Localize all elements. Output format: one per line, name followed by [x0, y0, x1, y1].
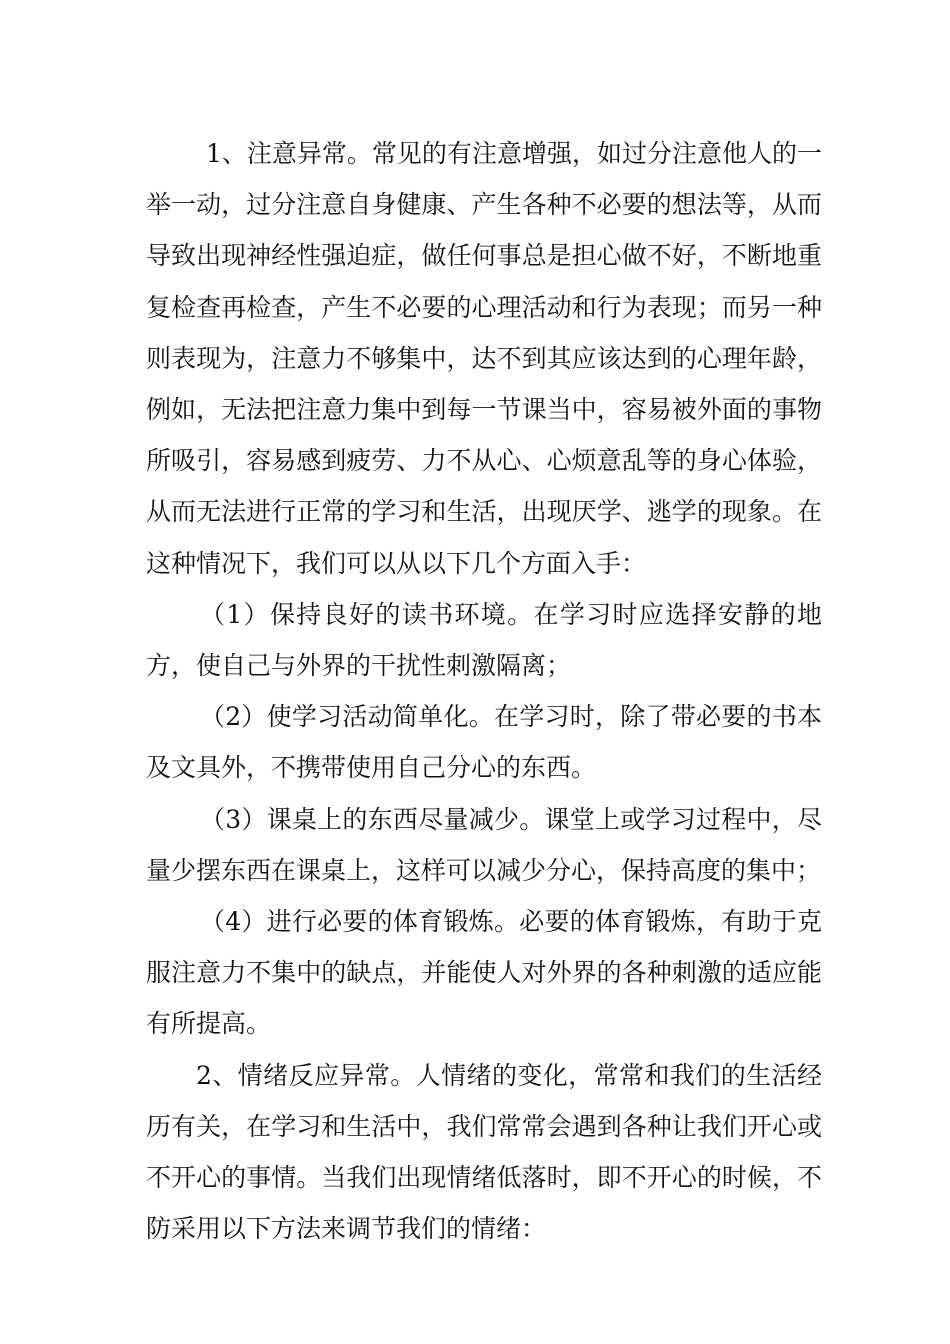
- paragraph-item-4: （4）进行必要的体育锻炼。必要的体育锻炼，有助于克服注意力不集中的缺点，并能使人对外界的各种刺激的适应能有所提高。: [146, 907, 822, 1039]
- document-body: [146, 128, 822, 1254]
- paragraph-item-2: （2）使学习活动简单化。在学习时，除了带必要的书本及文具外，不携带使用自己分心的东西。: [146, 702, 822, 783]
- paragraph-emotion-abnormality: 2、情绪反应异常。人情绪的变化，常常和我们的生活经历有关，在学习和生活中，我们常常会遇到各种让我们开心或不开心的事情。当我们出现情绪低落时，即不开心的时候，不防采用以下方法来调节我们的情绪：: [146, 1060, 822, 1244]
- paragraph-item-3: （3）课桌上的东西尽量减少。课堂上或学习过程中，尽量少摆东西在课桌上，这样可以减少分心，保持高度的集中；: [146, 804, 822, 885]
- paragraph-item-1: （1）保持良好的读书环境。在学习时应选择安静的地方，使自己与外界的干扰性刺激隔离；: [146, 599, 822, 681]
- paragraph-attention-abnormality: 1、注意异常。常见的有注意增强，如过分注意他人的一举一动，过分注意自身健康、产生各种不必要的想法等，从而导致出现神经性强迫症，做任何事总是担心做不好，不断地重复检查再检查，产生不必要的心理活动和行为表现；而另一种则表现为，注意力不够集中，达不到其应该达到的心理年龄，例如，无法把注意力集中到每一节课当中，容易被外面的事物所吸引，容易感到疲劳、力不从心、心烦意乱等的身心体验，从而无法进行正常的学习和生活，出现厌学、逃学的现象。在这种情况下，我们可以从以下几个方面入手：: [146, 139, 822, 578]
